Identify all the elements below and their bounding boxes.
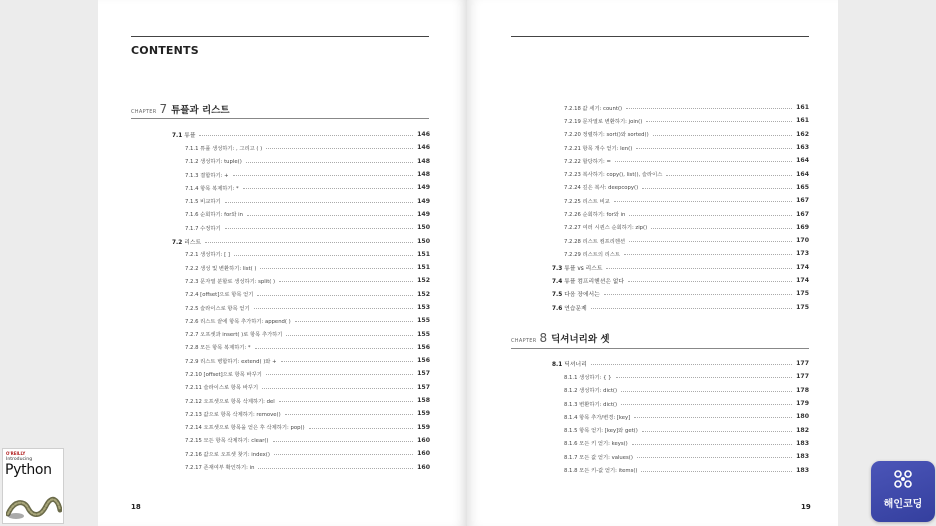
toc-page-number: 152 [417,277,430,285]
toc-entry-title: 7.2.23 복사하기: copy(), list(), 슬라이스 [564,172,663,179]
toc-subsection-entry [98,181,430,194]
toc-entry-title: 7.2.11 슬라이스로 항목 바꾸기 [185,385,259,392]
toc-entry-title: 7.2.4 [offset]으로 항목 얻기 [185,292,254,299]
toc-page-number: 148 [417,171,430,179]
toc-page-number: 183 [796,466,809,474]
toc-section-number: 8.1 [552,362,563,369]
dotted-leader [254,308,413,309]
toc-entry-title: 8.1.1 생성하기: { } [564,374,612,381]
toc-entry-title: 7.2.25 리스트 비교 [564,198,610,205]
toc-subsection-entry [98,367,430,380]
toc-page-number: 174 [796,263,809,271]
toc-subsection-entry [467,154,809,167]
dotted-leader [266,374,413,375]
toc-subsection-entry [98,221,430,234]
toc-page-number: 160 [417,436,430,444]
toc-section-title: 딕셔너리 [564,362,587,369]
page-number: 19 [801,503,811,511]
dotted-leader [629,215,792,216]
toc-section-number: 7.3 [552,265,563,272]
dotted-leader [281,361,414,362]
toc-page-number: 152 [417,290,430,298]
toc-page-number: 170 [796,237,809,245]
toc-page-number: 159 [417,410,430,418]
toc-subsection-entry [98,248,430,261]
chapter-heading [511,331,610,345]
toc-entry-title: 7.2.13 값으로 항목 삭제하기: remove() [185,411,281,418]
toc-page-number: 182 [796,426,809,434]
toc-section-entry [467,261,809,274]
toc-subsection-entry [98,155,430,168]
toc-page-number: 150 [417,237,430,245]
toc-section-entry [98,128,430,141]
dotted-leader [591,364,792,365]
toc-entry-title: 8.1.5 항목 얻기: [key]와 get() [564,428,638,435]
toc-subsection-entry [467,167,809,180]
toc-page-number: 151 [417,264,430,272]
toc-page-number: 160 [417,450,430,458]
toc-subsection-entry [467,450,809,463]
toc-page-number: 146 [417,131,430,139]
toc-page-number: 183 [796,453,809,461]
toc-page-number: 149 [417,184,430,192]
dotted-leader [626,108,792,109]
dotted-leader [285,414,413,415]
toc-entry-title: 7.2.29 리스트의 리스트 [564,251,621,258]
toc-page-number: 177 [796,360,809,368]
toc-section-number: 7.6 [552,305,563,312]
page-number: 18 [131,503,141,511]
toc-subsection-entry [467,234,809,247]
dotted-leader [225,202,413,203]
dotted-leader [604,294,792,295]
dotted-leader [637,457,792,458]
dotted-leader [279,401,413,402]
toc-page-number: 157 [417,383,430,391]
chapter-number: 7 [159,102,168,116]
toc-entry-title: 7.2.2 생성 및 변환하기: list( ) [185,265,257,272]
toc-section-number: 7.1 [172,133,183,140]
toc-page-number: 165 [796,183,809,191]
dotted-leader [274,454,413,455]
toc-entry-title: 7.2.5 슬라이스로 항목 얻기 [185,305,250,312]
toc-page-number: 175 [796,303,809,311]
toc-entry-title: 7.2.17 존재여부 확인하기: in [185,465,255,472]
dotted-leader [258,468,413,469]
toc-entry-title: 7.2.14 오프셋으로 항목을 얻은 후 삭제하기: pop() [185,425,305,432]
chapter-title: 딕셔너리와 셋 [551,334,610,345]
toc-entry-title: 8.1.6 모든 키 얻기: keys() [564,441,628,448]
toc-section-title: 연습문제 [564,305,587,312]
dotted-leader [628,281,792,282]
toc-entry-title: 7.1.4 항목 복제하기: * [185,185,239,192]
toc-page-number: 180 [796,413,809,421]
cover-title: Python [5,462,52,478]
toc-section-title: 튜플 컴프리헨션은 없다 [564,279,624,285]
toc-subsection-entry [467,437,809,450]
dotted-leader [247,215,413,216]
publisher-logo: O'REILLY [6,451,26,456]
toc-page-number: 159 [417,423,430,431]
toc-page-number: 155 [417,330,430,338]
toc-entry-title [172,237,201,246]
toc-subsection-entry [467,128,809,141]
cover-subtitle: Introducing [6,457,33,462]
toc-entry-title: 8.1.8 모든 키-값 얻기: items() [564,468,638,475]
dotted-leader [642,188,792,189]
toc-entry-title: 7.2.18 값 세기: count() [564,105,623,112]
toc-entry-title: 7.1.2 생성하기: tuple() [185,159,242,166]
toc-page-number: 146 [417,144,430,152]
toc-subsection-entry [467,221,809,234]
toc-page-number: 161 [796,104,809,112]
toc-subsection-entry [98,141,430,154]
toc-subsection-entry [98,208,430,221]
toc-entry-title: 7.1.6 순회하기: for와 in [185,212,244,219]
toc-subsection-entry [467,370,809,383]
toc-page-number: 167 [796,197,809,205]
chapter-rule [131,118,429,119]
toc-subsection-entry [467,194,809,207]
logo-dots-icon [893,469,913,489]
dotted-leader [653,135,792,136]
toc-subsection-entry [98,168,430,181]
dotted-leader [205,242,413,243]
dotted-leader [616,377,793,378]
toc-subsection-entry [98,327,430,340]
toc-page-number: 179 [796,400,809,408]
toc-entry-title [552,289,600,298]
toc-entry-title: 8.1.7 모든 값 얻기: values() [564,454,633,461]
dotted-leader [225,228,413,229]
toc-section-entry [467,274,809,287]
chapter-title: 튜플과 리스트 [171,105,230,116]
haein-coding-logo [871,461,935,522]
toc-subsection-entry [98,381,430,394]
toc-entry-title: 7.2.21 항목 개수 얻기: len() [564,145,633,152]
toc-subsection-entry [98,434,430,447]
toc-page-number: 173 [796,250,809,258]
toc-subsection-entry [467,181,809,194]
toc-entry-title: 7.2.9 리스트 병합하기: extend( )와 + [185,358,277,365]
toc-page-number: 155 [417,317,430,325]
toc-entry-title: 7.2.28 리스트 컴프리헨션 [564,238,626,245]
toc-subsection-entry [467,423,809,436]
dotted-leader [621,391,792,392]
dotted-leader [295,321,413,322]
toc-list [98,128,430,474]
toc-page-number: 156 [417,357,430,365]
toc-entry-title: 7.1.1 튜플 생성하기: , 그리고 ( ) [185,145,263,152]
toc-subsection-entry [467,101,809,114]
toc-subsection-entry [98,261,430,274]
toc-entry-title: 7.2.16 값으로 오프셋 찾기: index() [185,451,270,458]
right-background [838,0,936,526]
toc-page-number: 157 [417,370,430,378]
toc-entry-title: 7.1.5 비교하기 [185,199,221,206]
toc-entry-title [552,303,587,312]
dotted-leader [257,295,413,296]
toc-subsection-entry [467,114,809,127]
toc-page-number: 153 [417,304,430,311]
dotted-leader [666,175,792,176]
dotted-leader [621,404,792,405]
toc-subsection-entry [98,460,430,473]
toc-subsection-entry [98,407,430,420]
toc-subsection-entry [98,194,430,207]
toc-subsection-entry [98,354,430,367]
python-snake-illustration [6,494,62,520]
toc-subsection-entry [467,397,809,410]
dotted-leader [199,135,413,136]
toc-list [467,101,809,314]
toc-subsection-entry [98,421,430,434]
toc-page-number: 149 [417,210,430,218]
toc-page-number: 150 [417,224,430,232]
toc-subsection-entry [98,341,430,354]
toc-entry-title: 7.2.20 정렬하기: sort()와 sorted() [564,132,649,139]
toc-entry-title: 8.1.2 생성하기: dict() [564,388,618,395]
dotted-leader [234,255,413,256]
toc-page-number: 151 [417,250,430,258]
toc-subsection-entry [98,288,430,301]
toc-subsection-entry [467,141,809,154]
chapter-rule [511,348,809,349]
toc-page-number: 167 [796,210,809,218]
dotted-leader [634,417,792,418]
left-page [98,0,467,526]
toc-page-number: 178 [796,386,809,394]
toc-section-entry [98,234,430,247]
toc-entry-title: 7.2.24 깊은 복사: deepcopy() [564,185,639,192]
toc-section-number: 7.4 [552,279,563,285]
toc-section-title: 다음 장에서는 [564,292,600,299]
toc-entry-title: 7.2.1 생성하기: [ ] [185,252,230,259]
toc-entry-title: 7.1.7 수정하기 [185,225,221,232]
toc-section-entry [467,300,809,313]
dotted-leader [309,428,413,429]
dotted-leader [233,175,414,176]
toc-section-title: 튜플 vs 리스트 [564,265,603,272]
toc-page-number: 177 [796,373,809,381]
toc-page-number: 149 [417,197,430,205]
toc-entry-title: 7.2.7 오프셋과 insert( )로 항목 추가하기 [185,332,283,339]
contents-heading: CONTENTS [131,44,199,57]
dotted-leader [636,148,792,149]
toc-entry-title: 8.1.3 변환하기: dict() [564,401,618,408]
toc-page-number: 158 [417,397,430,405]
dotted-leader [624,254,792,255]
dotted-leader [260,268,413,269]
toc-section-entry [467,287,809,300]
toc-page-number: 164 [796,170,809,178]
toc-page-number: 169 [796,223,809,231]
toc-subsection-entry [98,394,430,407]
toc-page-number: 183 [796,439,809,447]
dotted-leader [246,162,413,163]
toc-section-number: 7.2 [172,239,183,246]
dotted-leader [255,348,413,349]
toc-subsection-entry [467,410,809,423]
toc-subsection-entry [98,314,430,327]
dotted-leader [614,201,792,202]
toc-section-entry [467,357,809,370]
toc-section-title: 튜플 [184,133,196,140]
dotted-leader [279,281,413,282]
toc-subsection-entry [98,447,430,460]
toc-entry-title: 7.2.19 문자열로 변환하기: join() [564,118,643,125]
dotted-leader [641,471,792,472]
toc-entry-title: 7.2.26 순회하기: for와 in [564,212,626,219]
dotted-leader [286,335,413,336]
dotted-leader [615,161,792,162]
toc-entry-title: 7.2.15 모든 항목 삭제하기: clear() [185,438,269,445]
toc-list [467,357,809,477]
toc-subsection-entry [467,207,809,220]
dotted-leader [651,228,792,229]
toc-entry-title: 8.1.4 항목 추가/변경: [key] [564,414,631,421]
toc-section-title: 리스트 [184,239,202,246]
toc-page-number: 161 [796,117,809,125]
toc-entry-title: 7.2.3 문자열 분할로 생성하기: split( ) [185,278,276,285]
toc-entry-title: 7.2.22 할당하기: = [564,158,611,165]
toc-page-number: 164 [796,157,809,165]
dotted-leader [642,431,792,432]
toc-page-number: 163 [796,144,809,152]
dotted-leader [266,148,413,149]
dotted-leader [243,188,413,189]
toc-page-number: 174 [796,277,809,284]
header-rule [511,36,809,37]
chapter-number: 8 [539,331,548,345]
toc-entry-title [552,359,587,368]
toc-page-number: 162 [796,130,809,138]
logo-text: 해인코딩 [883,499,923,510]
toc-page-number: 175 [796,290,809,298]
toc-entry-title: 7.2.8 모든 항목 복제하기: * [185,345,251,352]
dotted-leader [646,121,792,122]
toc-page-number: 160 [417,463,430,471]
toc-page-number: 148 [417,157,430,165]
toc-subsection-entry [98,301,430,314]
toc-entry-title: 7.2.27 여러 시퀀스 순회하기: zip() [564,225,648,232]
toc-entry-title: 7.2.12 오프셋으로 항목 삭제하기: del [185,398,275,405]
dotted-leader [606,268,792,269]
dotted-leader [591,308,792,309]
header-rule [131,36,429,37]
toc-entry-title [552,276,624,285]
dotted-leader [262,388,413,389]
toc-subsection-entry [98,274,430,287]
toc-entry-title: 7.2.10 [offset]으로 항목 바꾸기 [185,371,262,378]
chapter-label: CHAPTER [131,109,157,115]
toc-entry-title [552,263,602,272]
right-page [467,0,838,526]
dotted-leader [629,241,792,242]
toc-subsection-entry [467,463,809,476]
toc-entry-title: 7.1.3 결합하기: + [185,172,229,179]
chapter-heading [131,102,230,116]
toc-section-number: 7.5 [552,292,563,299]
dotted-leader [632,444,792,445]
chapter-label: CHAPTER [511,338,537,344]
toc-page-number: 156 [417,343,430,351]
toc-entry-title: 7.2.6 리스트 끝에 항목 추가하기: append( ) [185,318,291,325]
book-cover-thumbnail [2,448,64,524]
toc-subsection-entry [467,384,809,397]
toc-entry-title [172,130,195,139]
dotted-leader [273,441,414,442]
toc-subsection-entry [467,247,809,260]
